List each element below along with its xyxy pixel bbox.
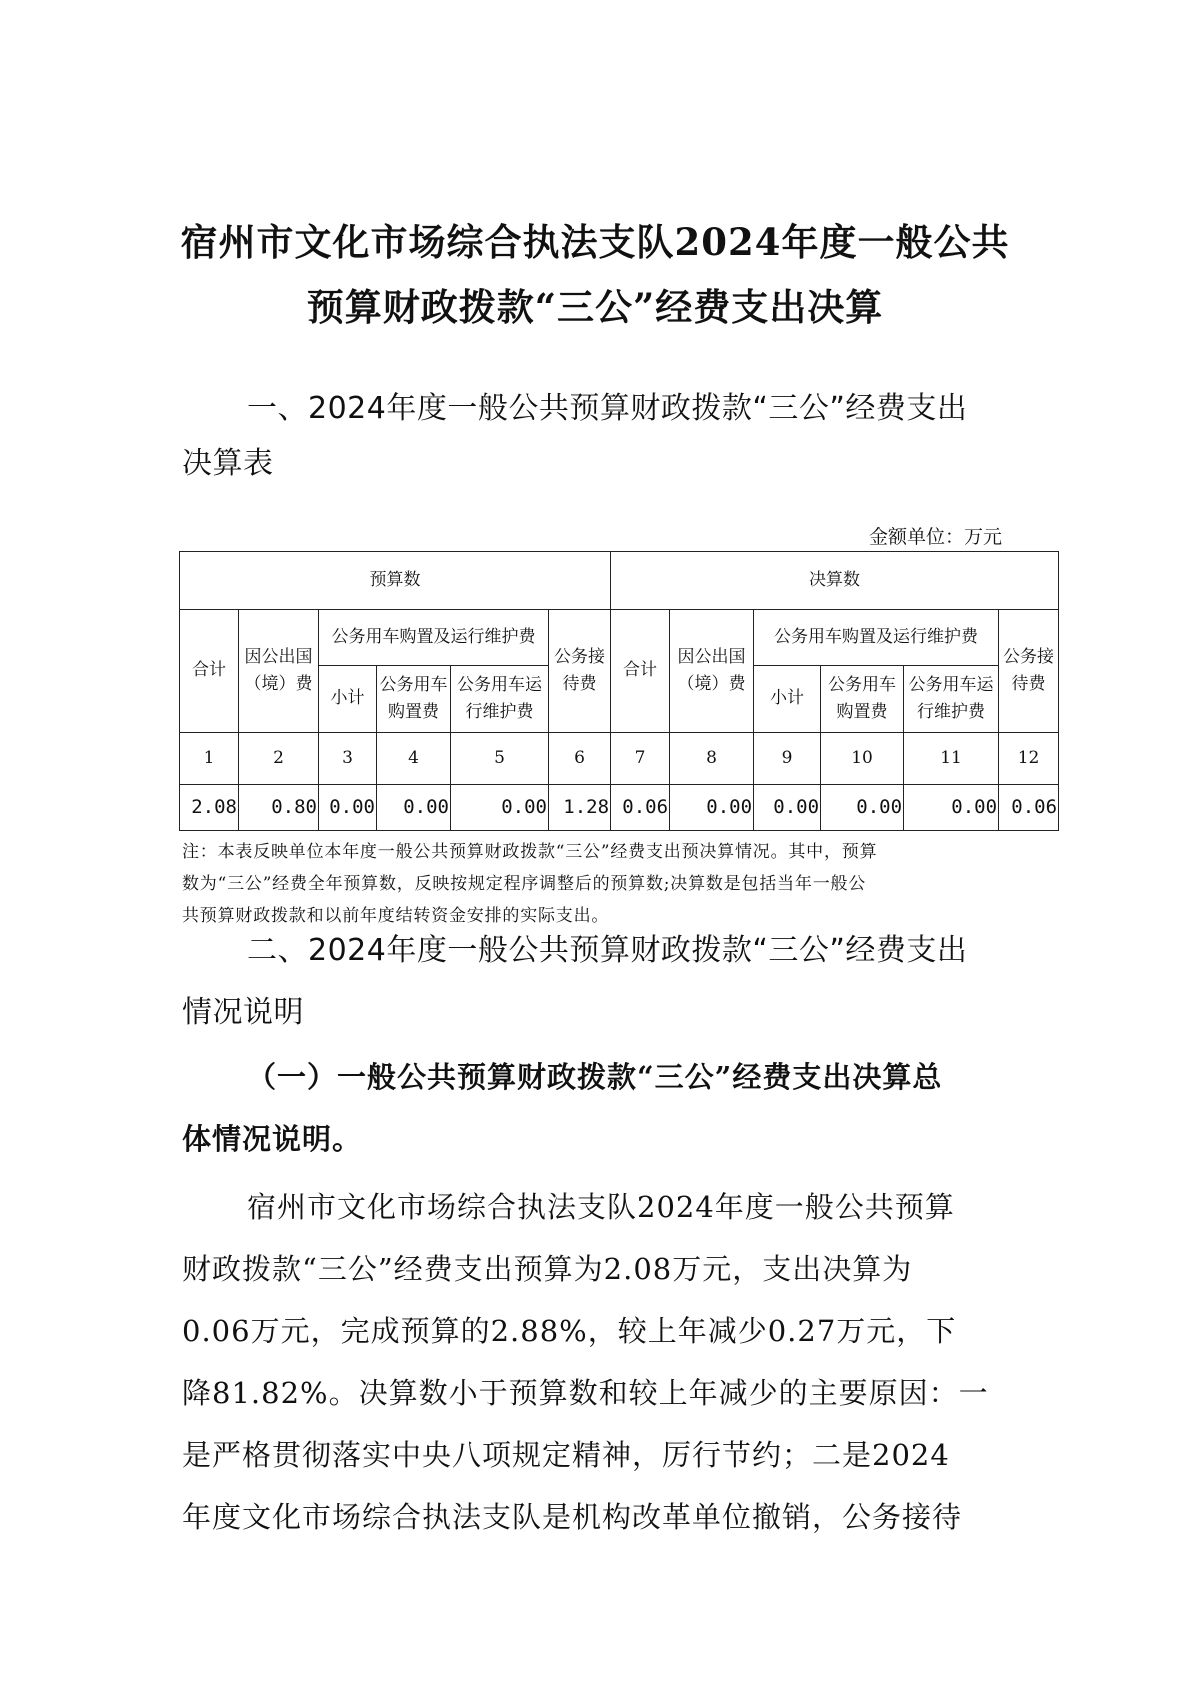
budget-reception-value: 1.28	[549, 784, 611, 830]
table-note-line: 共预算财政拨款和以前年度结转资金安排的实际支出。	[182, 906, 610, 926]
budget-vehicle-subtotal-value: 0.00	[319, 784, 377, 830]
final-reception-header: 公务接 待费	[999, 610, 1059, 732]
column-index: 6	[549, 732, 611, 784]
amount-unit-label: 金额单位：万元	[868, 526, 1002, 548]
budget-reception-header: 公务接 待费	[549, 610, 611, 732]
column-index: 1	[180, 732, 239, 784]
body-paragraph-line: 年度文化市场综合执法支队是机构改革单位撤销，公务接待	[182, 1500, 963, 1534]
three-public-expenses-table	[179, 551, 1059, 831]
body-paragraph-line: 0.06万元，完成预算的2.88%，较上年减少0.27万元，下	[182, 1314, 957, 1348]
column-index: 3	[319, 732, 377, 784]
final-vehicle-operation-value: 0.00	[904, 784, 999, 830]
column-index: 10	[821, 732, 904, 784]
column-index: 7	[611, 732, 670, 784]
document-title-line-2: 预算财政拨款“三公”经费支出决算	[306, 285, 884, 329]
column-index: 2	[239, 732, 319, 784]
column-index: 4	[377, 732, 451, 784]
document-title-line-1: 宿州市文化市场综合执法支队2024年度一般公共	[180, 220, 1010, 264]
section-2-heading-line-2: 情况说明	[182, 995, 304, 1030]
final-abroad-value: 0.00	[670, 784, 754, 830]
section-2-heading-line-1: 二、2024年度一般公共预算财政拨款“三公”经费支出	[247, 933, 968, 968]
budget-group-header: 预算数	[180, 552, 611, 610]
final-vehicle-subtotal-value: 0.00	[754, 784, 821, 830]
budget-vehicle-purchase-value: 0.00	[377, 784, 451, 830]
table-note-line: 数为“三公”经费全年预算数，反映按规定程序调整后的预算数;决算数是包括当年一般公	[182, 874, 867, 894]
section-1-heading-line-2: 决算表	[182, 446, 274, 481]
column-index: 5	[451, 732, 549, 784]
budget-subtotal-header: 小计	[319, 666, 377, 732]
column-index: 8	[670, 732, 754, 784]
budget-abroad-header: 因公出国 （境）费	[239, 610, 319, 732]
final-total-header: 合计	[611, 610, 670, 732]
final-vehicle-header: 公务用车购置及运行维护费	[754, 610, 999, 666]
final-abroad-header: 因公出国 （境）费	[670, 610, 754, 732]
final-total-value: 0.06	[611, 784, 670, 830]
body-paragraph-line: 宿州市文化市场综合执法支队2024年度一般公共预算	[247, 1190, 955, 1224]
budget-vehicle-operation-header: 公务用车运 行维护费	[451, 666, 549, 732]
final-vehicle-purchase-value: 0.00	[821, 784, 904, 830]
column-index: 9	[754, 732, 821, 784]
table-note-line: 注：本表反映单位本年度一般公共预算财政拨款“三公”经费支出预决算情况。其中，预算	[182, 842, 878, 862]
column-index: 12	[999, 732, 1059, 784]
subsection-1-heading-line-2: 体情况说明。	[182, 1122, 363, 1156]
final-subtotal-header: 小计	[754, 666, 821, 732]
final-reception-value: 0.06	[999, 784, 1059, 830]
column-index: 11	[904, 732, 999, 784]
subsection-1-heading-line-1: （一）一般公共预算财政拨款“三公”经费支出决算总	[247, 1060, 943, 1094]
final-group-header: 决算数	[611, 552, 1059, 610]
budget-total-value: 2.08	[180, 784, 239, 830]
body-paragraph-line: 是严格贯彻落实中央八项规定精神，厉行节约；二是2024	[182, 1438, 950, 1472]
budget-vehicle-operation-value: 0.00	[451, 784, 549, 830]
body-paragraph-line: 财政拨款“三公”经费支出预算为2.08万元，支出决算为	[182, 1252, 913, 1286]
budget-total-header: 合计	[180, 610, 239, 732]
final-vehicle-purchase-header: 公务用车 购置费	[821, 666, 904, 732]
budget-abroad-value: 0.80	[239, 784, 319, 830]
final-vehicle-operation-header: 公务用车运 行维护费	[904, 666, 999, 732]
budget-vehicle-purchase-header: 公务用车 购置费	[377, 666, 451, 732]
section-1-heading-line-1: 一、2024年度一般公共预算财政拨款“三公”经费支出	[247, 391, 968, 426]
body-paragraph-line: 降81.82%。决算数小于预算数和较上年减少的主要原因：一	[182, 1376, 989, 1410]
budget-vehicle-header: 公务用车购置及运行维护费	[319, 610, 549, 666]
table-note	[182, 836, 1012, 932]
